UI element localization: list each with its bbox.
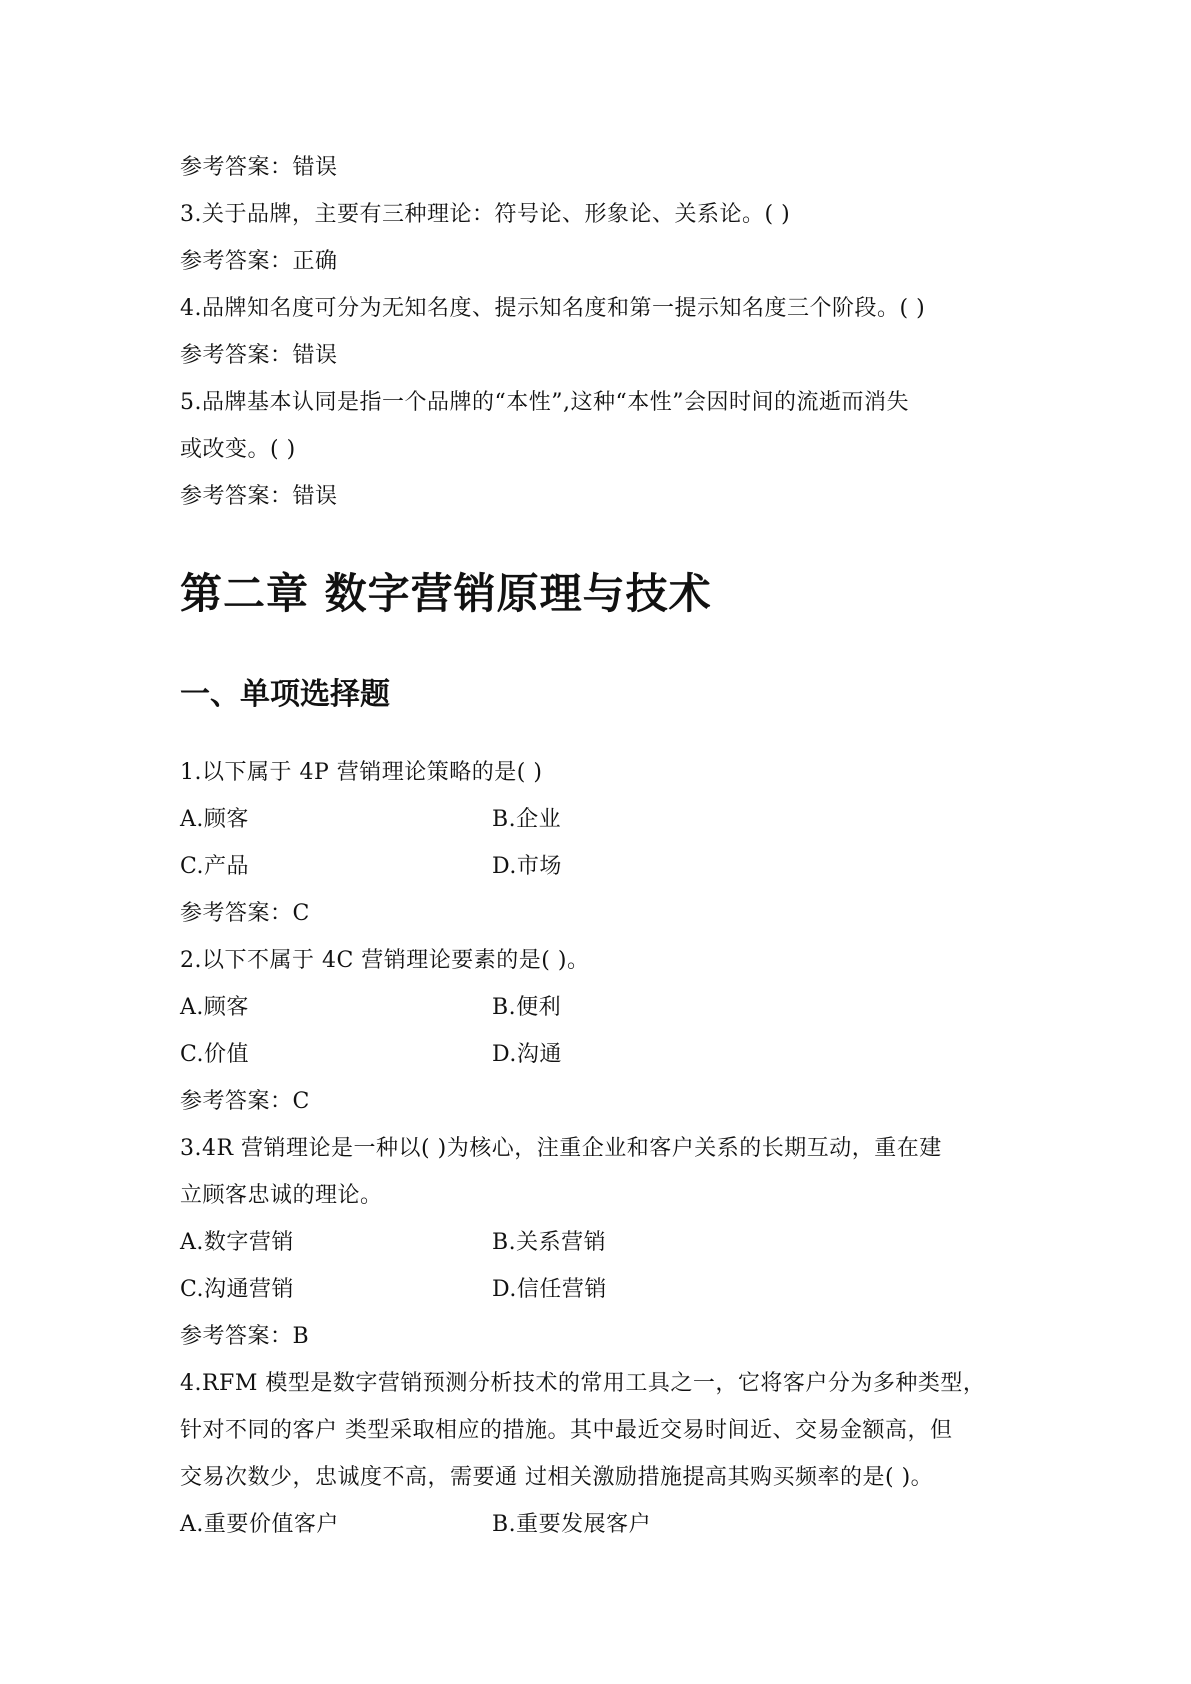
question-4-option-b: B.重要发展客户	[492, 1512, 652, 1537]
question-3-text-line2: 立顾客忠诚的理论。	[180, 1183, 383, 1208]
question-2-answer: 参考答案：C	[180, 1089, 310, 1114]
question-previous-q5-line1: 5.品牌基本认同是指一个品牌的“本性”,这种“本性”会因时间的流逝而消失	[180, 390, 909, 415]
answer-previous-q3: 参考答案：正确	[180, 249, 338, 274]
question-previous-q5-line2: 或改变。( )	[180, 437, 296, 462]
question-1-option-d: D.市场	[492, 854, 562, 879]
question-2-option-c: C.价值	[180, 1042, 250, 1067]
question-1-text: 1.以下属于 4P 营销理论策略的是( )	[180, 760, 543, 785]
answer-previous-q4: 参考答案：错误	[180, 343, 338, 368]
question-3-option-a: A.数字营销	[180, 1230, 294, 1255]
question-1-answer: 参考答案：C	[180, 901, 310, 926]
question-2-option-b: B.便利	[492, 995, 562, 1020]
question-3-text-line1: 3.4R 营销理论是一种以( )为核心，注重企业和客户关系的长期互动，重在建	[180, 1136, 942, 1161]
question-previous-q3: 3.关于品牌，主要有三种理论：符号论、形象论、关系论。( )	[180, 202, 791, 227]
question-1-option-b: B.企业	[492, 807, 562, 832]
question-3-option-d: D.信任营销	[492, 1277, 607, 1302]
question-3-option-c: C.沟通营销	[180, 1277, 295, 1302]
chapter-title: 第二章 数字营销原理与技术	[180, 569, 712, 618]
question-3-answer: 参考答案：B	[180, 1324, 310, 1349]
question-4-text-line3: 交易次数少，忠诚度不高，需要通 过相关激励措施提高其购买频率的是( )。	[180, 1465, 934, 1490]
question-1-option-a: A.顾客	[180, 807, 249, 832]
question-2-text: 2.以下不属于 4C 营销理论要素的是( )。	[180, 948, 590, 973]
answer-previous-q2: 参考答案：错误	[180, 155, 338, 180]
question-4-text-line1: 4.RFM 模型是数字营销预测分析技术的常用工具之一，它将客户分为多种类型，	[180, 1371, 986, 1396]
section-title: 一、单项选择题	[180, 677, 390, 712]
answer-previous-q5: 参考答案：错误	[180, 484, 338, 509]
question-2-option-a: A.顾客	[180, 995, 249, 1020]
question-previous-q4: 4.品牌知名度可分为无知名度、提示知名度和第一提示知名度三个阶段。( )	[180, 296, 926, 321]
question-4-option-a: A.重要价值客户	[180, 1512, 339, 1537]
question-3-option-b: B.关系营销	[492, 1230, 607, 1255]
question-2-option-d: D.沟通	[492, 1042, 562, 1067]
question-1-option-c: C.产品	[180, 854, 250, 879]
question-4-text-line2: 针对不同的客户 类型采取相应的措施。其中最近交易时间近、交易金额高，但	[180, 1418, 953, 1443]
